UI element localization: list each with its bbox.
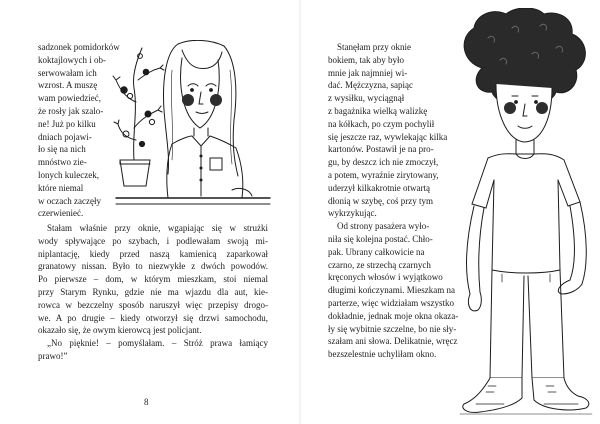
text-line: ło się na nich <box>38 144 86 155</box>
text-line: serwowałam ich <box>38 67 97 78</box>
text-line: wykrzykując. <box>328 208 377 219</box>
text-line: niplantację, kiedy przed naszą kamienicą zaparkował <box>38 248 268 259</box>
text-line: czarno, ze strzechą czarnych <box>328 259 431 270</box>
text-line: z bagażnika wielką walizkę <box>328 105 428 116</box>
text-line: dokładnie, jednak moje okna okaza- <box>328 310 459 321</box>
text-line: we. A po drugie – kiedy otworzył się drzwi samochodu, <box>38 312 268 323</box>
text-line: ne! Już po kilku <box>38 118 96 129</box>
text-line: pak. Ubrany całkowicie na <box>328 246 425 257</box>
text-line: się jeszcze raz, wywlekając kilka <box>328 131 448 142</box>
text-line: dłonią w szybę, coś przy tym <box>328 195 433 206</box>
text-line: koktajlowych i ob- <box>38 54 106 65</box>
text-line: kartonów. Postawił je na pro- <box>328 144 434 155</box>
text-line: dać. Mężczyzna, sapiąc <box>328 80 413 91</box>
text-line: dniach pojawi- <box>38 131 92 142</box>
text-line: gu, by deszcz ich nie zmoczył, <box>328 157 439 168</box>
text-line: w oczach zaczęły <box>38 195 101 206</box>
text-line: bezszelestnie uchyliłam okno. <box>328 349 437 360</box>
text-line: przy Starym Rynku, gdzie nie ma wjazdu dla aut, kie- <box>38 286 268 297</box>
curly-haired-boy-illustration <box>452 8 597 422</box>
text-line: czerwienieć. <box>38 208 84 219</box>
text-line: kręconych włosów i wyjątkowo <box>328 272 443 283</box>
page-number: 8 <box>144 397 149 407</box>
girl-at-window-illustration <box>112 40 272 218</box>
text-line: na kółkach, po czym pochylił <box>328 118 435 129</box>
text-line: uderzył kilkakrotnie otwartą <box>328 182 430 193</box>
left-body-paragraph <box>38 222 268 363</box>
text-line: Stałam właśnie przy oknie, wgapiając się w strużki <box>47 223 268 233</box>
text-line: prawo!” <box>38 350 68 361</box>
text-line: rowca w bezczelny sposób naruszył więc przepisy drogo- <box>38 299 268 310</box>
text-line: „No pięknie! – pomyślałam. – Stróż prawa łamiący <box>47 338 268 349</box>
text-line: wzrost. A muszę <box>38 80 98 91</box>
text-line: długimi kończynami. Mieszkam na <box>328 285 455 296</box>
text-line: ły się wybitnie szczelne, bo nie sły- <box>328 323 457 334</box>
text-line: wam powiedzieć, <box>38 93 101 104</box>
text-line: okazało się, że owym kierowcą jest policjant. <box>38 325 202 336</box>
text-line: parterze, więc widziałam wszystko <box>328 297 454 308</box>
text-line: wody spływające po szybach, i podlewałam swoją mi- <box>38 235 268 246</box>
text-line: a potem, wyraźnie zirytowany, <box>328 169 439 180</box>
text-line: mnóstwo zie- <box>38 157 87 168</box>
text-line: Po pierwsze – dom, w którym mieszkam, stoi niemal <box>38 274 268 285</box>
text-line: Od strony pasażera wyło- <box>337 221 430 232</box>
text-line: sadzonek pomidorków <box>38 42 120 52</box>
text-line: szałam ani słowa. Delikatnie, wręcz <box>328 336 458 347</box>
text-line: lonych kuleczek, <box>38 169 99 180</box>
text-line: granatowy nissan. Było to niezwykłe z dwóch powodów. <box>38 261 268 272</box>
text-line: że rosły jak szalo- <box>38 105 104 116</box>
left-wrapped-paragraph <box>38 41 118 220</box>
text-line: mnie jak najmniej wi- <box>328 67 408 78</box>
text-line: Stanęłam przy oknie <box>337 42 411 52</box>
text-line: bokiem, tak aby było <box>328 54 404 65</box>
right-page <box>300 0 600 424</box>
text-line: z wysiłku, wyciągnął <box>328 93 405 104</box>
text-line: niła się kolejna postać. Chło- <box>328 233 433 244</box>
right-paragraph <box>328 41 459 361</box>
text-line: które niemal <box>38 182 84 193</box>
